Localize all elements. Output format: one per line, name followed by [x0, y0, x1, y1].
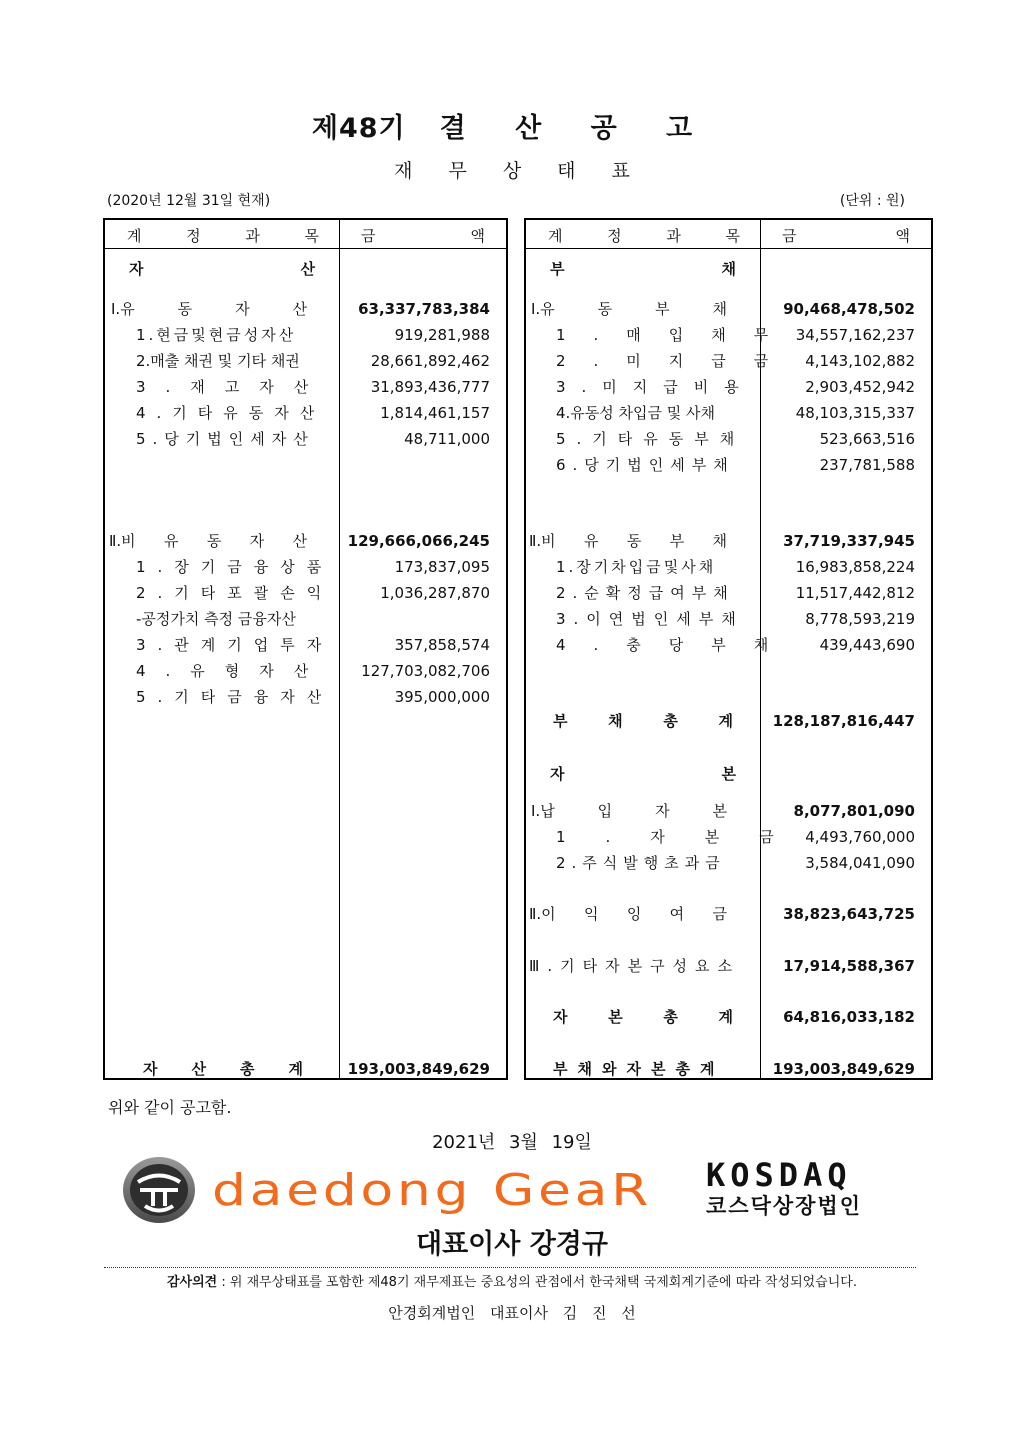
table-row: 4.유동성 차입금 및 사채 48,103,315,337	[556, 404, 915, 422]
table-row: 5.기타유동부채 523,663,516	[556, 430, 915, 448]
table-row: -공정가치 측정 금융자산	[136, 610, 296, 628]
kosdaq-listed-label: 코스닥상장법인	[706, 1194, 863, 1218]
amount-header: 금 액	[361, 227, 485, 245]
audit-opinion	[0, 1271, 1024, 1290]
announcement-date: 2021년 3월 19일	[432, 1132, 592, 1153]
kosdaq-badge	[706, 1158, 916, 1222]
table-header	[526, 220, 931, 249]
table-header	[105, 220, 506, 249]
table-row: 4.유형자산 127,703,082,706	[136, 662, 490, 680]
assets-table	[103, 218, 508, 1080]
table-row: 2.순확정급여부채 11,517,442,812	[556, 584, 915, 602]
paid-in-capital-row: Ⅰ.납 입 자 본 8,077,801,090	[531, 802, 915, 820]
section-equity: 자 본	[550, 765, 736, 783]
account-header: 계 정 과 목	[127, 227, 319, 245]
table-row: 3.이연법인세부채 8,778,593,219	[556, 610, 915, 628]
noncurrent-assets-row: Ⅱ.비 유 동 자 산 129,666,066,245	[109, 532, 490, 550]
daedong-gear-logo-icon	[122, 1155, 662, 1225]
section-liabilities: 부 채	[550, 260, 736, 278]
grand-total-row: 부채와자본총계 193,003,849,629	[553, 1060, 915, 1078]
title-term: 제48기	[311, 113, 406, 144]
table-row: 1.장기차입금및사채 16,983,858,224	[556, 558, 915, 576]
table-row: 4.충당부채 439,443,690	[556, 636, 915, 654]
account-header: 계 정 과 목	[548, 227, 740, 245]
table-row: 6.당기법인세부채 237,781,588	[556, 456, 915, 474]
other-equity-row: Ⅲ.기타자본구성요소 17,914,588,367	[529, 957, 915, 975]
table-row: 1.자본금 4,493,760,000	[556, 828, 915, 846]
audit-label: 감사의견	[167, 1275, 218, 1290]
retained-earnings-row: Ⅱ.이 익 잉 여 금 38,823,643,725	[529, 905, 915, 923]
table-row: 3.재고자산 31,893,436,777	[136, 378, 490, 396]
amount-header: 금 액	[782, 227, 910, 245]
audit-firm: 안경회계법인 대표이사 김 진 선	[388, 1304, 636, 1322]
table-row: 1.장기금융상품 173,837,095	[136, 558, 490, 576]
statement-subtitle: 재무상태표	[394, 160, 666, 182]
total-equity-row: 자 본 총 계 64,816,033,182	[553, 1008, 915, 1026]
liabilities-equity-table	[524, 218, 933, 1080]
page-title	[0, 106, 1024, 145]
svg-text:daedong GeaR: daedong GeaR	[212, 1165, 652, 1216]
table-row: 2.주식발행초과금 3,584,041,090	[556, 854, 915, 872]
table-row: 5.당기법인세자산 48,711,000	[136, 430, 490, 448]
ceo-name: 대표이사 강경규	[416, 1229, 608, 1260]
section-assets: 자 산	[129, 260, 315, 278]
current-assets-row: Ⅰ.유 동 자 산 63,337,783,384	[111, 300, 490, 318]
announcement-note: 위와 같이 공고함.	[108, 1098, 232, 1117]
table-row: 2.미지급금 4,143,102,882	[556, 352, 915, 370]
table-row: 2.매출 채권 및 기타 채권 28,661,892,462	[136, 352, 490, 370]
total-liabilities-row: 부 채 총 계 128,187,816,447	[553, 712, 915, 730]
table-row: 5.기타금융자산 395,000,000	[136, 688, 490, 706]
noncurrent-liabilities-row: Ⅱ.비 유 동 부 채 37,719,337,945	[529, 532, 915, 550]
company-logo	[122, 1155, 662, 1225]
title-announcement: 결 산 공 고	[439, 113, 713, 144]
table-row: 3.미지급비용 2,903,452,942	[556, 378, 915, 396]
currency-unit: (단위 : 원)	[839, 193, 905, 209]
table-row: 3.관계기업투자 357,858,574	[136, 636, 490, 654]
statement-date: (2020년 12월 31일 현재)	[107, 193, 271, 209]
divider	[104, 1267, 916, 1268]
table-row: 1.매입채무 34,557,162,237	[556, 326, 915, 344]
kosdaq-wordmark: KOSDAQ	[706, 1156, 852, 1194]
audit-text: : 위 재무상태표를 포함한 제48기 재무제표는 중요성의 관점에서 한국채택 국제회계기준에 따라 작성되었습니다.	[217, 1275, 857, 1290]
current-liabilities-row: Ⅰ.유 동 부 채 90,468,478,502	[531, 300, 915, 318]
table-row: 2.기타포괄손익 1,036,287,870	[136, 584, 490, 602]
table-row: 1.현금및현금성자산 919,281,988	[136, 326, 490, 344]
table-row: 4.기타유동자산 1,814,461,157	[136, 404, 490, 422]
total-assets-row: 자 산 총 계 193,003,849,629	[143, 1060, 490, 1078]
